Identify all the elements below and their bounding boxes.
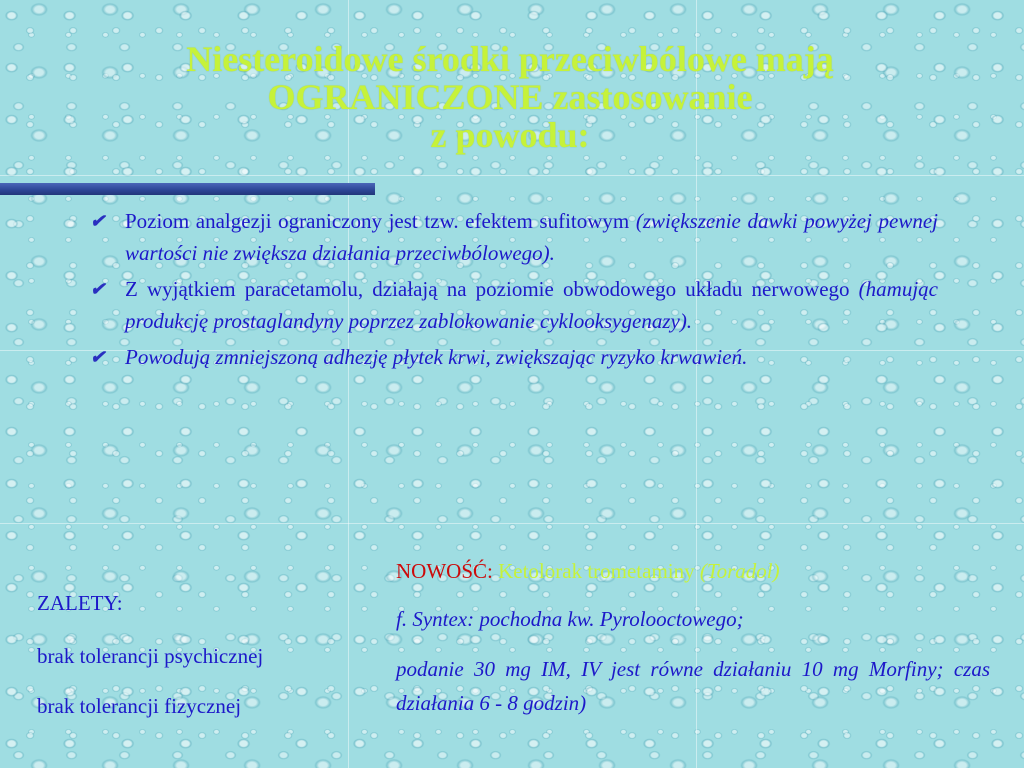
checkmark-icon: ✔ bbox=[90, 347, 106, 367]
bullet-item bbox=[90, 273, 938, 337]
news-heading bbox=[396, 556, 990, 587]
news-line-2: f. Syntex: pochodna kw. Pyrolooctowego; bbox=[396, 607, 744, 631]
bullet-text: Poziom analgezji ograniczony jest tzw. efektem sufitowym bbox=[125, 209, 636, 233]
bullet-italic-text: Powodują zmniejszoną adhezję płytek krwi, zwiększając ryzyko krwawień. bbox=[125, 345, 748, 369]
bullet-item bbox=[90, 205, 938, 269]
title-line-3: z powodu: bbox=[430, 115, 590, 155]
bullet-list bbox=[90, 205, 938, 377]
title-line-1: Niesteroidowe środki przeciwbólowe mają bbox=[186, 39, 834, 79]
advantages-title: ZALETY: bbox=[37, 591, 123, 615]
bullet-item bbox=[90, 341, 938, 373]
checkmark-icon: ✔ bbox=[90, 211, 106, 231]
tile-seam bbox=[0, 175, 1024, 176]
title-line-2: OGRANICZONE zastosowanie bbox=[267, 77, 753, 117]
slide-title bbox=[60, 40, 960, 154]
advantage-item: brak tolerancji fizycznej bbox=[37, 694, 242, 718]
news-brand-name: (Toradol) bbox=[699, 559, 780, 583]
title-underline-bar bbox=[0, 183, 375, 195]
news-box bbox=[396, 556, 990, 737]
bullet-text: Z wyjątkiem paracetamolu, działają na poziomie obwodowego układu nerwowego bbox=[125, 277, 859, 301]
news-lead: NOWOŚĆ: bbox=[396, 559, 499, 583]
news-drug-name: Ketolorak trometaminy bbox=[498, 559, 700, 583]
tile-seam bbox=[0, 523, 1024, 524]
advantage-item: brak tolerancji psychicznej bbox=[37, 644, 264, 668]
bullet-italic-text: (zwiększenie dawki powyżej pewnej wartości nie zwiększa działania przeciwbólowego). bbox=[125, 209, 938, 265]
news-line-3: podanie 30 mg IM, IV jest równe działaniu 10 mg Morfiny; czas działania 6 - 8 godzin) bbox=[396, 657, 990, 715]
advantages-box bbox=[37, 590, 263, 743]
checkmark-icon: ✔ bbox=[90, 279, 106, 299]
bullet-italic-text: (hamując produkcję prostaglandyny poprzez zablokowanie cyklooksygenazy). bbox=[125, 277, 938, 333]
